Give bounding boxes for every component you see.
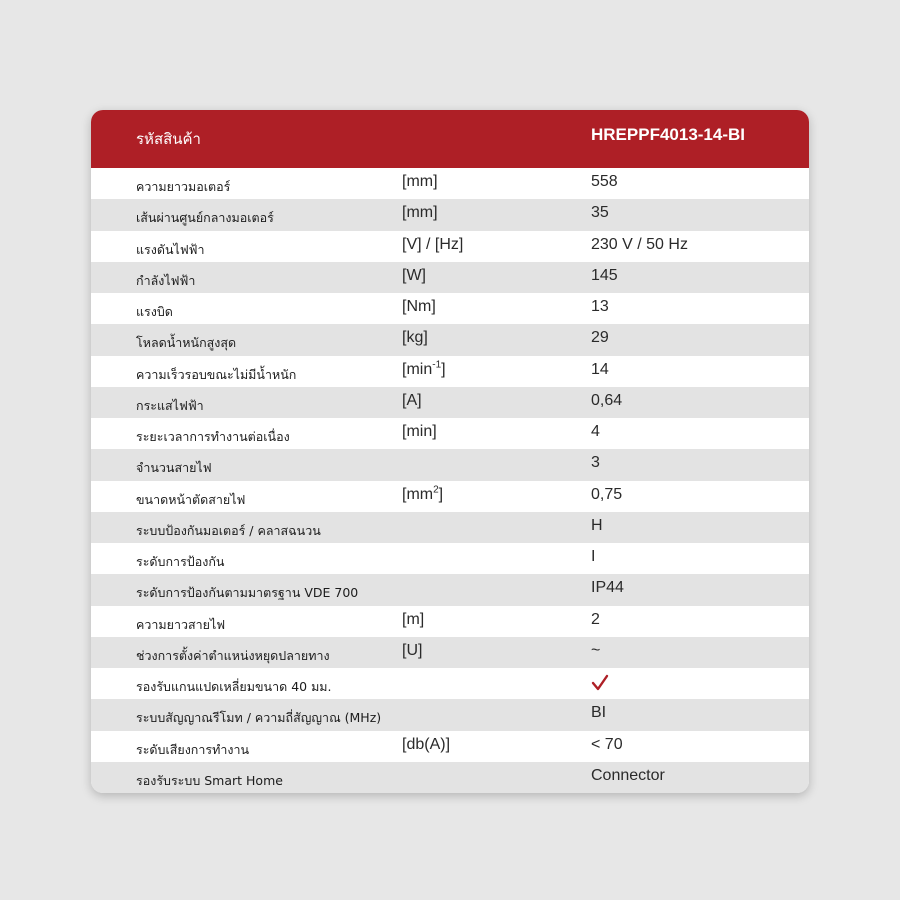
spec-value: 2 <box>591 610 600 628</box>
spec-unit: $[\min^{-1}]$ <box>402 359 446 378</box>
spec-label: ระยะเวลาการทำงานต่อเนื่อง <box>136 429 290 444</box>
spec-value: < 70 <box>591 735 623 753</box>
spec-unit: [W] <box>402 266 426 284</box>
table-row <box>91 762 809 793</box>
spec-table-header <box>91 110 809 168</box>
spec-value: 29 <box>591 329 609 347</box>
spec-unit: [m] <box>402 610 425 628</box>
table-row <box>91 574 809 605</box>
spec-unit: [mm] <box>402 173 438 190</box>
unit-exponent: 2 <box>433 484 439 496</box>
spec-label: กำลังไฟฟ้า <box>136 272 196 288</box>
spec-value: I <box>591 548 596 565</box>
spec-label: เส้นผ่านศูนย์กลางมอเตอร์ <box>136 210 274 226</box>
spec-unit: [V] / [Hz] <box>402 235 464 253</box>
table-row <box>91 293 809 324</box>
spec-value: BI <box>591 704 607 722</box>
spec-label: กระแสไฟฟ้า <box>136 397 204 413</box>
spec-unit: [kg] <box>402 329 428 347</box>
spec-label: จำนวนสายไฟ <box>136 460 212 476</box>
spec-label: โหลดน้ำหนักสูงสุด <box>136 335 237 351</box>
spec-label: ความยาวมอเตอร์ <box>136 179 231 194</box>
spec-label: แรงบิด <box>136 304 173 319</box>
table-row <box>91 668 809 699</box>
table-row <box>91 324 809 355</box>
spec-label: ความยาวสายไฟ <box>136 616 226 632</box>
spec-label: ระบบสัญญาณรีโมท / ความถี่สัญญาณ (MHz) <box>136 710 382 726</box>
spec-unit: [U] <box>402 641 423 659</box>
table-row <box>91 231 809 262</box>
spec-unit: [mm] <box>402 204 438 222</box>
spec-value: ~ <box>591 641 601 659</box>
spec-value: 13 <box>591 298 609 315</box>
spec-label: ระบบป้องกันมอเตอร์ / คลาสฉนวน <box>136 522 321 538</box>
spec-label: ความเร็วรอบขณะไม่มีน้ำหนัก <box>136 366 297 382</box>
spec-unit: [db(A)] <box>402 735 451 753</box>
spec-label: แรงดันไฟฟ้า <box>136 241 205 257</box>
spec-label: ระดับการป้องกันตามมาตรฐาน VDE 700 <box>136 585 359 601</box>
table-row <box>91 637 809 668</box>
header-label: รหัสสินค้า <box>136 130 201 148</box>
table-row <box>91 699 809 730</box>
table-row <box>91 449 809 480</box>
spec-unit: $[mm^2]$ <box>402 484 444 503</box>
header-value: HREPPF4013-14-BI <box>591 125 746 144</box>
table-row <box>91 481 809 512</box>
check-icon <box>591 674 609 692</box>
spec-rows <box>91 168 809 793</box>
table-row <box>91 199 809 230</box>
unit-exponent: -1 <box>432 359 442 371</box>
table-row <box>91 512 809 543</box>
spec-unit: [A] <box>402 391 422 409</box>
spec-label: รองรับระบบ Smart Home <box>136 772 283 788</box>
table-row <box>91 168 809 199</box>
spec-value: 558 <box>591 173 618 190</box>
spec-value: 0,64 <box>591 391 623 409</box>
spec-value: 0,75 <box>591 485 623 503</box>
spec-value: 145 <box>591 266 618 284</box>
spec-unit: [Nm] <box>402 298 436 315</box>
spec-value: 14 <box>591 360 609 378</box>
spec-value: 35 <box>591 204 609 222</box>
spec-table-card <box>91 110 809 793</box>
spec-label: รองรับแกนแปดเหลี่ยมขนาด 40 มม. <box>136 679 332 694</box>
spec-value: IP44 <box>591 579 624 597</box>
spec-label: ขนาดหน้าตัดสายไฟ <box>136 491 246 507</box>
table-row <box>91 262 809 293</box>
spec-value: 3 <box>591 454 600 472</box>
table-row <box>91 418 809 449</box>
table-row <box>91 543 809 574</box>
table-row <box>91 356 809 387</box>
spec-value: 230 V / 50 Hz <box>591 235 688 253</box>
table-row <box>91 387 809 418</box>
spec-unit: [min] <box>402 423 437 440</box>
table-row <box>91 731 809 762</box>
spec-value: Connector <box>591 766 665 784</box>
spec-label: ระดับการป้องกัน <box>136 554 225 569</box>
spec-label: ช่วงการตั้งค่าตำแหน่งหยุดปลายทาง <box>136 647 330 663</box>
spec-value: H <box>591 516 603 534</box>
table-row <box>91 606 809 637</box>
spec-label: ระดับเสียงการทำงาน <box>136 741 250 757</box>
spec-value: 4 <box>591 423 600 440</box>
